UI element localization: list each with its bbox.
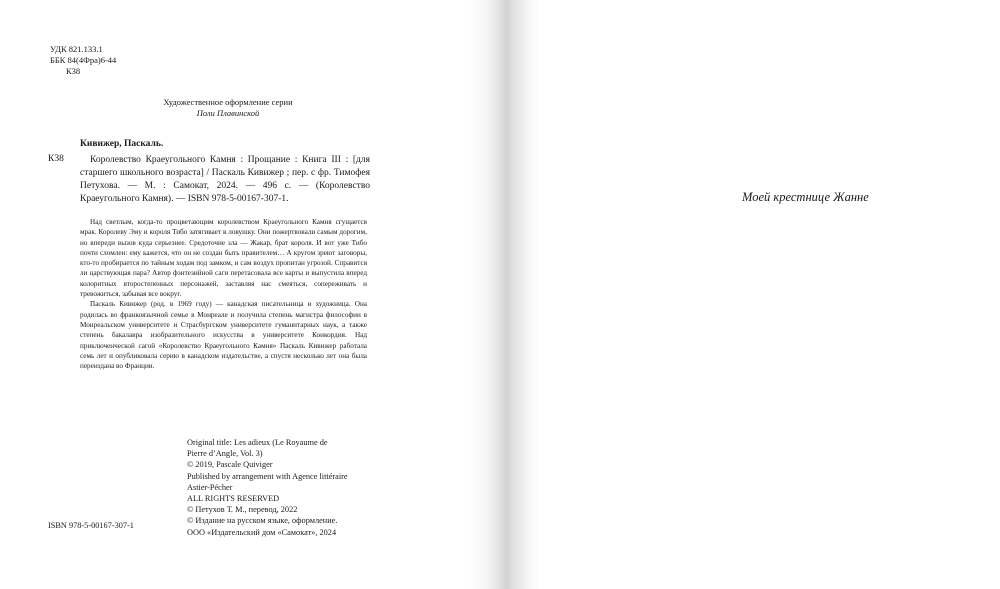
rights-line: © Издание на русском языке, оформление. [187, 516, 338, 526]
annotation [80, 217, 367, 371]
isbn: ISBN 978-5-00167-307-1 [48, 521, 134, 530]
annotation-paragraph-2: Паскаль Кивижер (род. в 1969 году) — канадская писательница и художница. Она родилась во франкоязычной семье в Монреале и получила степень магистра философии в Монреальском университете и Страсбургском университете гуманитарных наук, а также степень бакалавра изобразительного искусства в университете Конкордия. Над приключенческой сагой «Королевство Краеугольного Камня» Паскаль Кивижер работала семь лет и опубликовала серию в канадском издательстве, а спустя несколько лет она была переиздана во Франции. [80, 300, 367, 371]
design-label: Художественное оформление серии [163, 97, 293, 107]
rights-line: Pierre d’Angle, Vol. 3) [187, 449, 263, 459]
author-mark: К38 [66, 66, 81, 76]
left-page [0, 0, 480, 589]
rights-block [187, 437, 377, 538]
book-gutter-shadow [470, 0, 540, 589]
bibliographic-record [80, 154, 370, 206]
rights-line: © Петухов Т. М., перевод, 2022 [187, 505, 298, 515]
bbk-code: ББК 84(4Фра)6-44 [50, 55, 117, 65]
annotation-paragraph-1: Над светлым, когда-то процветающим королевством Краеугольного Камня сгущается мрак. Королеву Эму и короля Тибо затягивает в ловушку. Они пожертвовали самым дорогим, но впереди вызов куда серьезнее. Средоточие зла — Жакар, брат короля. И вот уже Тибо почти сломлен: ему кажется, что он не создан быть правителем… А кругом зреют заговоры, кто-то пробирается по тайным ходам под замком, и сам воздух пропитан угрозой. Справится ли царствующая пара? Автор фэнтезийной саги перетасовала все карты и выпустила вперед колоритных второстепенных персонажей, заставляя нас смеяться, сопереживать и тревожиться, забывая все вокруг. [80, 218, 367, 299]
udk-code: УДК 821.133.1 [50, 44, 103, 54]
rights-line: ALL RIGHTS RESERVED [187, 494, 280, 504]
right-page [540, 0, 1000, 589]
dedication: Моей крестнице Жанне [742, 190, 869, 204]
rights-line: Astier-Pécher [187, 482, 233, 492]
designer-name: Поли Плавинской [196, 108, 260, 118]
author-heading: Кивижер, Паскаль. [80, 139, 164, 149]
series-design-credit [118, 97, 338, 119]
rights-line: Published by arrangement with Agence littéraire [187, 471, 348, 481]
rights-line: Original title: Les adieux (Le Royaume de [187, 438, 328, 447]
bibliography-text: Королевство Краеугольного Камня : Прощание : Книга III : [для старшего школьного возраста] / Паскаль Кивижер ; пер. с фр. Тимофея Петухова. — М. : Самокат, 2024. — 496 с. — (Королевство Краеугольного Камня). — ISBN 978-5-00167-307-1. [80, 155, 370, 204]
rights-line: ООО «Издательский дом «Самокат», 2024 [187, 527, 337, 537]
classification-codes [50, 44, 116, 77]
index-code: К38 [48, 154, 64, 164]
rights-line: © 2019, Pascale Quiviger [187, 460, 273, 470]
